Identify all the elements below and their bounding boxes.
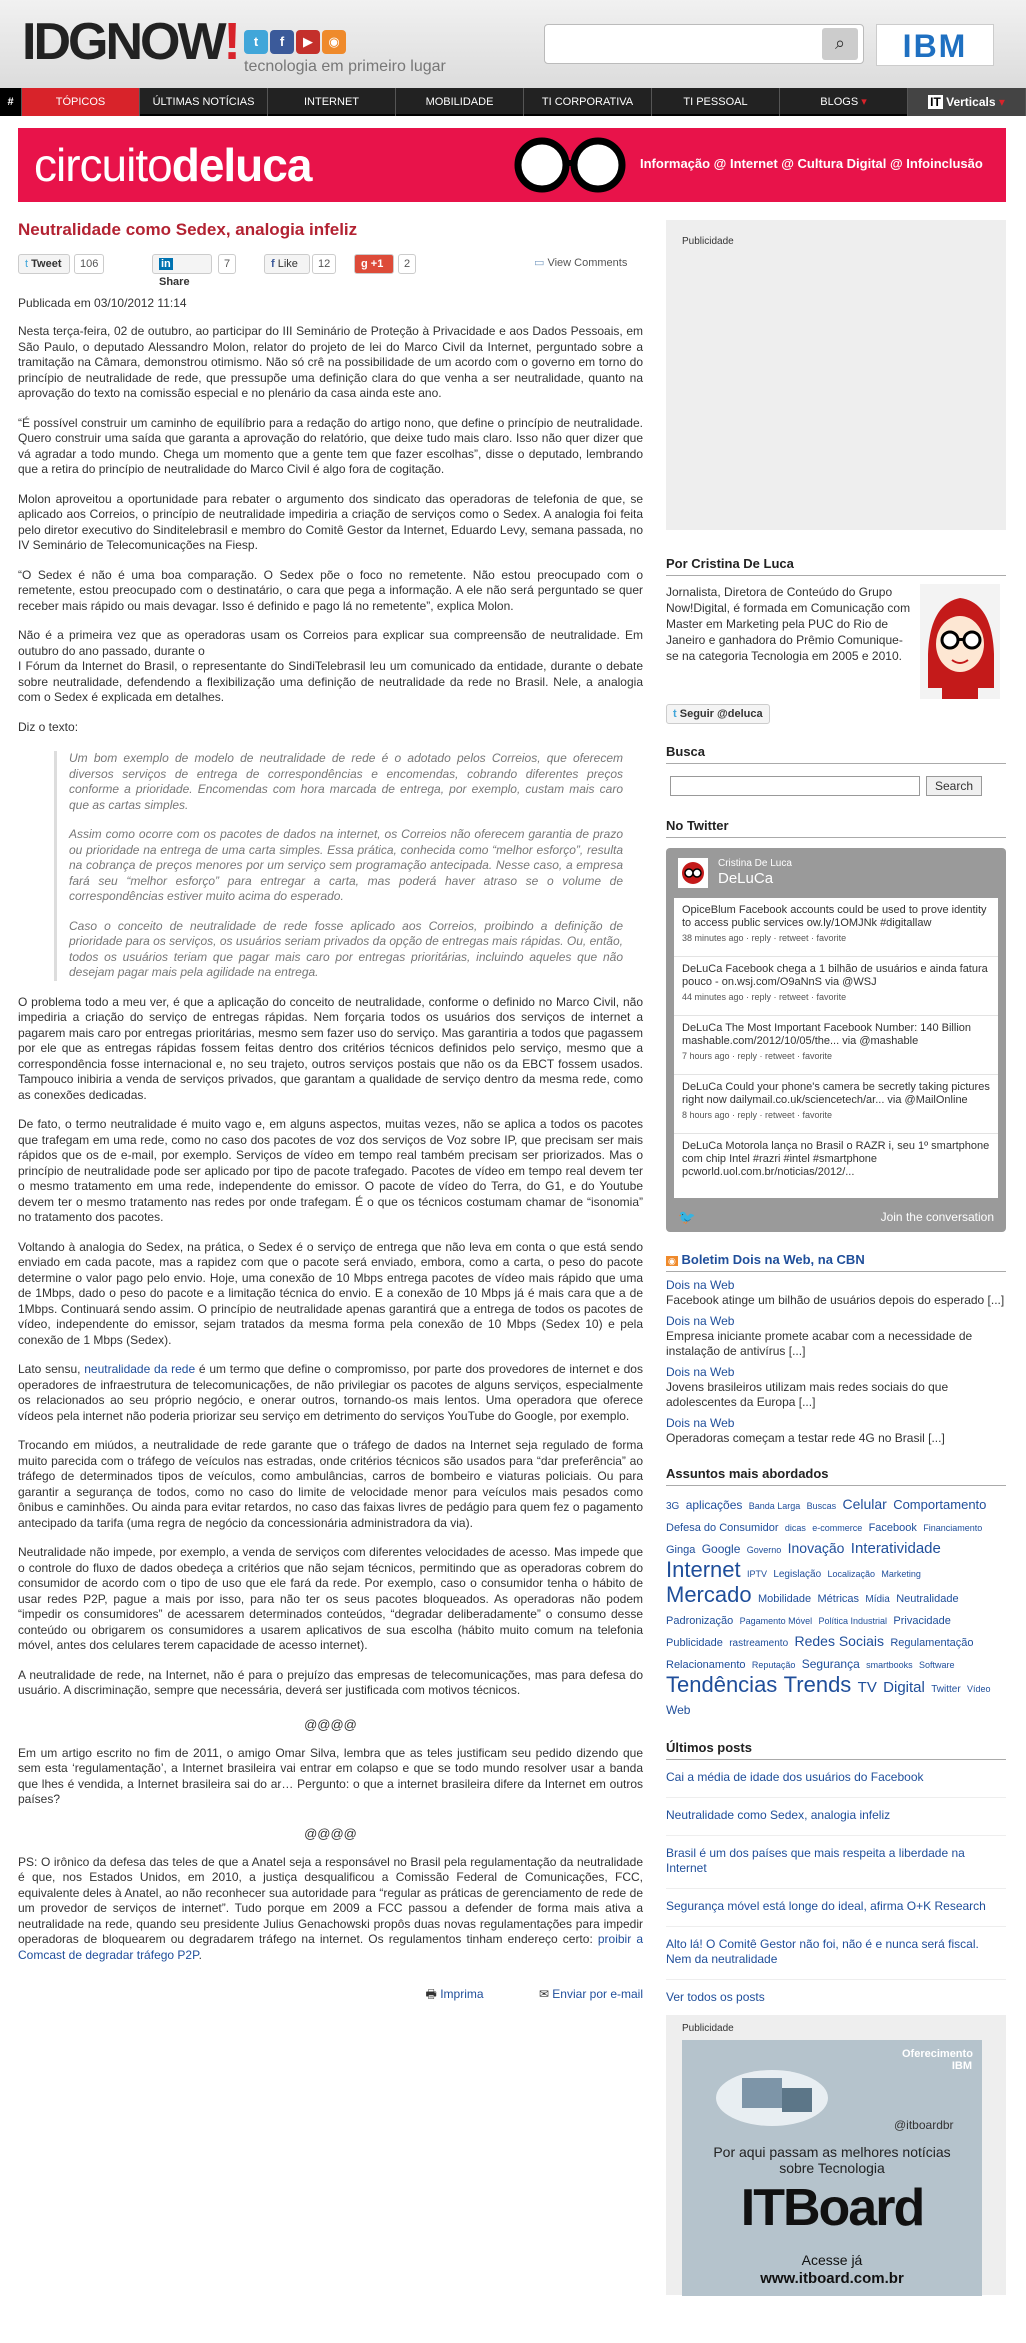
tag-link[interactable]: Padronização	[666, 1615, 734, 1627]
email-link[interactable]: ✉ Enviar por e-mail	[538, 1987, 643, 2001]
tag-link[interactable]: IPTV	[746, 1569, 767, 1579]
twitter-widget-header	[666, 848, 1006, 898]
envelope-icon: ✉	[538, 1987, 549, 2001]
sidebar-search-input[interactable]	[670, 776, 920, 796]
glasses-icon	[510, 128, 630, 202]
article-paragraph: A neutralidade de rede, na Internet, não é para o prejuízo das empresas de telecomunicações, mas para defesa do usuário. A discriminação, sempre que necessária, deverá ser justificada com motivos técnicos.	[18, 1667, 643, 1697]
article-blockquote	[54, 751, 623, 981]
tag-link[interactable]: Banda Larga	[748, 1501, 801, 1511]
itboard-advertisement[interactable]	[666, 2015, 1006, 2295]
tag-link[interactable]: e-commerce	[812, 1523, 863, 1533]
tag-link[interactable]: smartbooks	[866, 1660, 913, 1670]
tag-link[interactable]: Pagamento Móvel	[739, 1616, 813, 1626]
ad-tagline: Por aqui passam as melhores notícias sobre Tecnologia	[713, 2144, 951, 2176]
tag-link[interactable]: aplicações	[685, 1498, 743, 1512]
article-paragraph: Lato sensu, neutralidade da rede é um termo que define o compromisso, por parte dos provedores de internet e dos operadores de infraestrutura de telecomunicações, de não privilegiar os pacotes de alguns serviços, especialmente os relacionados ao seu próprio negócio, e onerar outros, tornando-os mais lentos. Uma operadora que oferece vídeos pela internet não poderia priorizar seu serviço em detrimento do serviços YouTube do Google, por exemplo.	[18, 1362, 643, 1423]
tag-link[interactable]: Marketing	[881, 1569, 921, 1579]
quote-paragraph: Um bom exemplo de modelo de neutralidade de rede é o adotado pelos Correios, que oferecem diversos serviços de entrega de correspondências e encomendas, cobrando diferentes preços conforme a prioridade. Encomendas com hora marcada de entrega, por exemplo, custam mais caro que as cartas simples.	[69, 751, 623, 812]
twitter-widget	[666, 848, 1006, 1232]
article-paragraph: De fato, o termo neutralidade é muito vago e, em alguns aspectos, muitas vezes, não se aplica a todos os pacotes que trafegam em uma rede, como no caso dos pacotes de voz dos serviços de Voz sobre IP, que precisam ser mais rápidos que os de e-mail, por exemplo. Serviços de vídeo em tempo real também precisam ser priorizados. Mas o princípio de neutralidade pode ser aplicado por tipo de pacote trafegado. Pacotes de vídeo em tempo real devem ter o mesmo tratamento em uma rede, independente do emissor. O pacote de vídeo do Terra, do G1, e do Youtube devem ter o mesmo tratamento nas redes por onde trafegam. É o que os técnicos costumam chamar de “isonomia” no tratamento dos pacotes.	[18, 1117, 643, 1224]
sidebar-search	[666, 774, 1006, 798]
header-search-input[interactable]	[544, 24, 864, 64]
boletim-source-link[interactable]: Dois na Web	[666, 1314, 735, 1328]
boletim-item	[666, 1365, 1006, 1410]
tag-link[interactable]: Buscas	[806, 1501, 837, 1511]
article-paragraph: Nesta terça-feira, 02 de outubro, ao participar do III Seminário de Proteção à Privacidade e aos Dados Pessoais, em São Paulo, o deputado Alessandro Molon, relator do projeto de lei do Marco Civil da Internet, perguntado sobre a tramitação na Câmara, demonstrou otimismo. Não só crê na possibilidade de um acordo com o governo em torno do princípio de neutralidade de rede, que pressupõe uma definição clara do que venha a ser neutralidade, quanto na aprovação do texto na comissão especial e no plenário da casa ainda este ano.	[18, 324, 643, 400]
quote-paragraph: Assim como ocorre com os pacotes de dados na internet, os Correios não oferecem garantia de prazo ou prioridade na entrega de uma carta simples. Essa prática, conhecida como “melhor esforço”, resulta na cobrança de preços menores por um serviço sem programação antecipada. Nesse caso, a empresa fará seu “melhor esforço” para entregar a carta, mas poderá haver atraso se o volume de correspondências estiver muito acima do esperado.	[69, 827, 623, 903]
article-paragraph: “É possível construir um caminho de equilíbrio para a redação do artigo nono, que define o princípio de neutralidade. Quero construir uma saída que garanta a aprovação do relatório, que deixe tudo mais claro. Isso não quer dizer que vá agradar a todo mundo. Chega um momento que a gente tem que fazer escolhas”, disse o deputado, lembrando que a retira do princípio de neutralidade do Marco Civil é algo fora de cogitação.	[18, 415, 643, 476]
quote-paragraph: Caso o conceito de neutralidade de rede fosse aplicado aos Correios, proibindo a definição de prioridade para os serviços, os usuários seriam privados da opção de entregas mais rápidas. Ou, então, todos os usuários teriam que pagar mais caro por entregas prioritárias, incluindo aqueles que não desejam pagar mais pela agilidade na entrega.	[69, 918, 623, 979]
nav-ti-corporativa[interactable]: TI CORPORATIVA	[524, 88, 652, 116]
nav-verticals[interactable]: IT Verticals ▾	[908, 88, 1026, 116]
author-avatar	[920, 584, 1000, 699]
tag-link[interactable]: Mobilidade	[757, 1593, 812, 1605]
tag-link[interactable]: Financiamento	[923, 1523, 983, 1533]
tag-link[interactable]: Métricas	[817, 1593, 860, 1605]
boletim-section-title[interactable]: ◉ Boletim Dois na Web, na CBN	[666, 1252, 1006, 1272]
advertisement-box[interactable]	[666, 220, 1006, 530]
tweet-meta[interactable]: 8 hours ago · reply · retweet · favorite	[682, 1110, 833, 1120]
tweet-item	[674, 1075, 998, 1134]
author-section-title: Por Cristina De Luca	[666, 556, 1006, 576]
tag-link[interactable]: Legislação	[773, 1569, 822, 1580]
article-footer-actions	[18, 1985, 643, 2006]
sidebar	[666, 220, 1006, 2295]
tag-link[interactable]: Twitter	[931, 1684, 961, 1695]
tweet-item	[674, 1016, 998, 1075]
tweet-meta[interactable]: 7 hours ago · reply · retweet · favorite	[682, 1051, 833, 1061]
tag-link[interactable]: Defesa do Consumidor	[666, 1522, 779, 1534]
twitter-handle[interactable]: DeLuCa	[718, 870, 774, 887]
article-paragraph: Em um artigo escrito no fim de 2011, o amigo Omar Silva, lembra que as teles justificam seu pedido dizendo que sem esta ‘regulamentação’, a Internet brasileira vai entrar em colapso e que se todo mundo resolver usar a banda que lhes é vendida, a Internet brasileira sai do ar… Pergunto: o que a internet brasileira difere da Internet em outros países?	[18, 1745, 643, 1806]
boletim-text: Jovens brasileiros utilizam mais redes sociais do que adolescentes da Europa [...]	[666, 1380, 949, 1409]
author-bio: Jornalista, Diretora de Conteúdo do Grupo Now!Digital, é formada em Comunicação com Master em Marketing pela PUC do Rio de Janeiro e ganhadora do Prêmio Comunique-se na categoria Tecnologia em 2005 e 2010.	[666, 585, 911, 663]
tag-link[interactable]: Mídia	[865, 1594, 890, 1605]
tweet-text: DeLuCa Could your phone's camera be secretly taking pictures right now dailymail.co.uk/sciencetech/ar... via @MailOnline	[682, 1081, 990, 1106]
article-column	[18, 220, 643, 2006]
sidebar-search-button[interactable]: Search	[926, 776, 982, 796]
tag-link[interactable]: Relacionamento	[666, 1659, 746, 1671]
ad-label: Publicidade	[682, 236, 734, 247]
site-header	[0, 0, 1026, 88]
gplus-icon: g	[361, 258, 368, 270]
itboard-logo: ITBoard	[740, 2179, 924, 2237]
gplus-count: 2	[398, 254, 416, 274]
article-paragraph: Molon aproveitou a oportunidade para rebater o argumento dos sindicato das operadoras de telefonia de que, se aplicado aos Correios, o princípio de neutralidade impediria a criação de serviços como o Sedex. A analogia foi feita pelo diretor executivo do Sinditelebrasil e membro do Comitê Gestor da Internet, Eduardo Levy, semana passada, no IV Seminário de Telecomunicações na Fiesp.	[18, 491, 643, 552]
boletim-source-link[interactable]: Dois na Web	[666, 1278, 735, 1292]
tweet-button[interactable]: t Tweet	[18, 254, 70, 274]
twitter-bird-icon: 🐦	[678, 1209, 696, 1225]
tag-cloud	[666, 1494, 1006, 1720]
tweet-text: DeLuCa Motorola lança no Brasil o RAZR i, seu 1º smartphone com chip Intel #razri #intel #smartphone pcworld.uol.com.br/noticias/2012/...	[682, 1140, 990, 1178]
linkedin-count: 7	[218, 254, 236, 274]
section-separator: @@@@	[304, 1716, 357, 1732]
twitter-icon[interactable]: t	[244, 30, 268, 54]
recent-post-link[interactable]: Segurança móvel está longe do ideal, afirma O+K Research	[666, 1899, 1006, 1927]
twitter-section-title: No Twitter	[666, 818, 1006, 838]
tweet-item	[674, 1134, 998, 1193]
idgnow-logo[interactable]: IDGNOW!	[22, 13, 238, 71]
tag-link[interactable]: Publicidade	[666, 1637, 723, 1649]
tag-link[interactable]: Google	[701, 1542, 741, 1556]
linkedin-share-button[interactable]: in Share	[152, 254, 212, 274]
article-title: Neutralidade como Sedex, analogia infeliz	[18, 220, 358, 239]
tag-link[interactable]: Web	[666, 1703, 691, 1717]
linkedin-icon: in	[161, 258, 171, 270]
cloud-graphic-icon	[712, 2058, 832, 2128]
boletim-text: Operadoras começam a testar rede 4G no Brasil [...]	[666, 1431, 945, 1445]
site-tagline: tecnologia em primeiro lugar	[244, 58, 446, 75]
tweet-count: 106	[74, 254, 104, 274]
tag-link[interactable]: Neutralidade	[896, 1593, 959, 1605]
facebook-like-button[interactable]: f Like	[264, 254, 310, 274]
tweet-text: OpiceBlum Facebook accounts could be used to prove identity to access public services ow.ly/1OMJNk #digitallaw	[682, 904, 987, 929]
ad-sponsor: Oferecimento IBM	[902, 2048, 973, 2072]
nav-blogs[interactable]: BLOGS ▾	[780, 88, 908, 116]
tag-link[interactable]: Privacidade	[893, 1615, 951, 1627]
ad-label: Publicidade	[682, 2023, 734, 2034]
follow-twitter-button[interactable]: t Seguir @deluca	[666, 704, 770, 724]
tag-link[interactable]: Reputação	[751, 1660, 796, 1670]
ibm-sponsor-logo[interactable]: IBM	[876, 24, 994, 66]
tweet-item	[674, 898, 998, 957]
tag-link[interactable]: Regulamentação	[890, 1637, 974, 1649]
tag-link[interactable]: dicas	[784, 1523, 806, 1533]
tag-link[interactable]: Vídeo	[967, 1684, 991, 1694]
tag-link[interactable]: Celular	[842, 1496, 887, 1512]
nav-internet[interactable]: INTERNET	[268, 88, 396, 116]
tag-link[interactable]: Facebook	[868, 1522, 917, 1534]
tag-link[interactable]: Internet	[666, 1557, 741, 1582]
recent-post-link[interactable]: Neutralidade como Sedex, analogia infeliz	[666, 1808, 1006, 1836]
nav-ultimas-noticias[interactable]: ÚLTIMAS NOTÍCIAS	[140, 88, 268, 116]
join-conversation-link[interactable]: Join the conversation	[880, 1210, 994, 1224]
tag-link[interactable]: TV	[857, 1679, 877, 1696]
search-section-title: Busca	[666, 744, 1006, 764]
article-ps-paragraph: PS: O irônico da defesa das teles de que a Anatel seja a responsável no Brasil pela regulamentação da neutralidade é que, nos Estados Unidos, em 2010, a justiça desqualificou a Comissão Federal de Comunicações, FCC, equivalente deles à Anatel, ao não reconhecer sua autoridade para “regular as práticas de gerenciamento de rede de um provedor de serviços de internet”. Tudo porque em 2009 a FCC passou a defender de forma mais ativa a neutralidade na rede, quando seu presidente Julius Genachowski propôs duas novas regulamentações para impedir operadoras de bloquearem ou degradarem tráfego na internet. Os regulamentos tinham endereço certo: proibir a Comcast de degradar tráfego P2P.	[18, 1854, 643, 1962]
author-box	[666, 584, 1006, 724]
nav-topicos[interactable]: TÓPICOS	[22, 88, 140, 116]
article-paragraph: Trocando em miúdos, a neutralidade de rede garante que o tráfego de dados na Internet seja regulado de forma muito parecida com o tráfego de veículos nas estradas, onde critérios técnicos são usados para “dar preferência” ao tráfego de determinados tipos de veículos, como ambulâncias, carros de bombeiro e viaturas policiais. Ou para garantir a segurança de todos, como no caso do limite de velocidade menor para veículos mais pesados como ônibus e caminhões. Ou ainda para evitar retardos, no caso das faixas livres de pedágio para quem fez o pagamento antecipado da tarifa (uma regra de negócio da concessionária administradora da via).	[18, 1438, 643, 1530]
tag-link[interactable]: Segurança	[801, 1657, 860, 1671]
comcast-p2p-link[interactable]: proibir a Comcast de degradar tráfego P2P	[18, 1932, 643, 1962]
rss-icon[interactable]: ◉	[322, 30, 346, 54]
publication-date: Publicada em 03/10/2012 11:14	[18, 296, 187, 310]
nav-home[interactable]: #	[0, 88, 22, 116]
tag-link[interactable]: rastreamento	[729, 1638, 789, 1649]
article-paragraph: “O Sedex é não é uma boa comparação. O Sedex põe o foco no remetente. Não estou preocupado com o remetente, estou preocupado com o destinatário, o cara que pega a informação. A ele não será perguntado se quer receber mais rápido ou mais devagar. Isso é definido e pago lá no remetente”, explica Molon.	[18, 567, 643, 613]
share-bar	[18, 254, 643, 286]
chevron-down-icon: ▾	[998, 95, 1005, 109]
like-count: 12	[312, 254, 336, 274]
tag-link[interactable]: Software	[919, 1660, 955, 1670]
nav-ti-pessoal[interactable]: TI PESSOAL	[652, 88, 780, 116]
ad-cta: Acesse já	[801, 2252, 863, 2268]
boletim-text: Empresa iniciante promete acabar com a necessidade de instalação de antivírus [...]	[666, 1329, 973, 1358]
boletim-source-link[interactable]: Dois na Web	[666, 1416, 735, 1430]
tag-link[interactable]: Trends	[783, 1672, 852, 1697]
tweet-list[interactable]	[674, 898, 998, 1198]
tag-link[interactable]: Localização	[827, 1569, 875, 1579]
nav-mobilidade[interactable]: MOBILIDADE	[396, 88, 524, 116]
article-paragraph: Neutralidade não impede, por exemplo, a venda de serviços com diferentes velocidades de acesso. Mas impede que o controle do fluxo de dados obedeça a critérios que não sejam técnicos, permitindo que as operadoras cobrem do consumidor de acordo com o tipo de uso que ele fará da rede. Por exemplo, caso o consumidor tenha o hábito de usar redes P2P, pague a mais por isso, para não ter os seus pacotes bloqueados. As operadoras não podem “impedir os consumidores” de acessarem determinados conteúdos, “degradar deliberadamente” o consumo desse conteúdo ou obrigarem os consumidores a usarem aplicativos de sua escolha (hábito muito comum na telefonia móvel, antes dos celulares terem capacidade de acesso internet).	[18, 1545, 643, 1652]
search-icon: ⌕	[834, 33, 846, 53]
chevron-down-icon: ▾	[861, 96, 867, 108]
itboard-ad-banner[interactable]	[682, 2040, 982, 2296]
ad-url: www.itboard.com.br	[760, 2270, 904, 2287]
comment-icon: ▭	[534, 257, 545, 269]
view-comments-link[interactable]: ▭ View Comments	[534, 257, 628, 269]
boletim-item	[666, 1314, 1006, 1359]
tag-link[interactable]: Mercado	[666, 1582, 752, 1607]
article-paragraph: Não é a primeira vez que as operadoras usam os Correios para explicar sua compreensão de neutralidade. Em outubro do ano passado, durante o I Fórum da Internet do Brasil, o representante do SindiTelebrasil leu um comunicado da entidade, durante o debate sobre neutralidade, defendendo a flexibilização uma definição de neutralidade da rede no Brasil. Nele, a analogia com o Sedex é explicada em detalhes.	[18, 628, 643, 704]
banner-subtitle: Informação @ Internet @ Cultura Digital @ Infoinclusão	[640, 156, 983, 171]
print-link[interactable]: 🖶 Imprima	[425, 1987, 484, 2001]
youtube-icon[interactable]: ▶	[296, 30, 320, 54]
tag-link[interactable]: Inovação	[787, 1540, 845, 1556]
tweet-text: DeLuCa The Most Important Facebook Number: 140 Billion mashable.com/2012/10/05/the... via @mashable	[682, 1022, 971, 1047]
printer-icon: 🖶	[425, 1987, 437, 2001]
tweet-item	[674, 957, 998, 1016]
recent-post-link[interactable]: Cai a média de idade dos usuários do Facebook	[666, 1770, 1006, 1798]
main-navigation	[0, 88, 1026, 116]
twitter-display-name: Cristina De Luca	[718, 858, 792, 869]
blog-banner[interactable]	[18, 128, 1006, 202]
tweet-text: DeLuCa Facebook chega a 1 bilhão de usuários e ainda fatura pouco - on.wsj.com/O9aNnS via @WSJ	[682, 963, 988, 988]
banner-title: circuitodeluca	[34, 139, 312, 191]
posts-section-title: Últimos posts	[666, 1740, 1006, 1760]
article-paragraph: O problema todo a meu ver, é que a aplicação do conceito de neutralidade, conforme o definido no Marco Civil, não impediria a criação do serviço de entregas rápidas. Nem forçaria todos os usuários dos serviços de internet a pagarem mais caro por entregas prioritárias, mesmo sem fazer uso do serviço. Mas garantiria a todos que pagassem por ele que as entregas rápidas fossem feitas dentro dos critérios técnicos definidos pelo serviço, mesmo que a correspondência fosse internacional e, no seu trajeto, outros serviços postais que não os da EBCT fossem usados. Tampouco inibiria a venda de serviços privados, que garantam a qualidade de serviço dentro da mesma rede, como as conexões dedicadas.	[18, 994, 643, 1102]
twitter-avatar[interactable]	[678, 858, 708, 888]
header-search-button[interactable]	[822, 28, 858, 60]
tag-link[interactable]: Governo	[746, 1545, 782, 1555]
tweet-meta[interactable]: 38 minutes ago · reply · retweet · favorite	[682, 933, 847, 943]
ad-twitter-handle: @itboardbr	[894, 2118, 954, 2132]
tag-link[interactable]: Ginga	[666, 1544, 696, 1556]
twitter-icon: t	[25, 258, 29, 270]
boletim-text: Facebook atinge um bilhão de usuários depois do esperado [...]	[666, 1293, 1005, 1307]
see-all-posts-link[interactable]: Ver todos os posts	[666, 1990, 765, 2004]
tag-link[interactable]: Política Industrial	[818, 1616, 888, 1626]
facebook-icon: f	[271, 258, 275, 270]
tag-link[interactable]: Interatividade	[850, 1540, 941, 1557]
tag-link[interactable]: Tendências	[666, 1672, 778, 1697]
tweet-meta[interactable]: 44 minutes ago · reply · retweet · favorite	[682, 992, 847, 1002]
tag-link[interactable]: Comportamento	[893, 1497, 987, 1512]
recent-post-link[interactable]: Alto lá! O Comitê Gestor não foi, não é e nunca será fiscal. Nem da neutralidade	[666, 1937, 1006, 1980]
article-paragraph: Voltando à analogia do Sedex, na prática, o Sedex é o serviço de entrega que não leva em conta o que está sendo enviado em cada pacote, mas a rapidez com que o pacote será enviado, embora, como a carta, o peso do pacote determine o valor pago pelo envio. Hoje, uma conexão de 10 Mbps entrega pacotes de vídeo mais rápido que uma de 1Mbps, dado o peso do pacote e a limitação técnica do envio. E a conexão de 10 Mbps já é mais cara que a de 1Mbps. Continuará sendo assim. O princípio de neutralidade apenas garantirá que a entrega de todos os pacotes de vídeo, independente do emissor, sejam tratados da mesma forma pela conexão de 10 Mbps (Sedex 10) e pela conexão de 1 Mbps (Sedex).	[18, 1239, 643, 1347]
google-plus-button[interactable]: g +1	[354, 254, 394, 274]
neutralidade-da-rede-link[interactable]: neutralidade da rede	[84, 1362, 196, 1376]
facebook-icon[interactable]: f	[270, 30, 294, 54]
rss-icon: ◉	[668, 1256, 676, 1266]
boletim-source-link[interactable]: Dois na Web	[666, 1365, 735, 1379]
tags-section-title: Assuntos mais abordados	[666, 1466, 1006, 1486]
boletim-item	[666, 1278, 1006, 1308]
tag-link[interactable]: Digital	[883, 1679, 925, 1696]
recent-post-link[interactable]: Brasil é um dos países que mais respeita a liberdade na Internet	[666, 1846, 1006, 1889]
twitter-icon: t	[673, 708, 677, 720]
tag-link[interactable]: Redes Sociais	[794, 1633, 884, 1649]
tag-link[interactable]: 3G	[666, 1501, 680, 1512]
section-separator: @@@@	[304, 1825, 357, 1841]
boletim-item	[666, 1416, 1006, 1446]
article-paragraph: Diz o texto:	[18, 719, 79, 734]
